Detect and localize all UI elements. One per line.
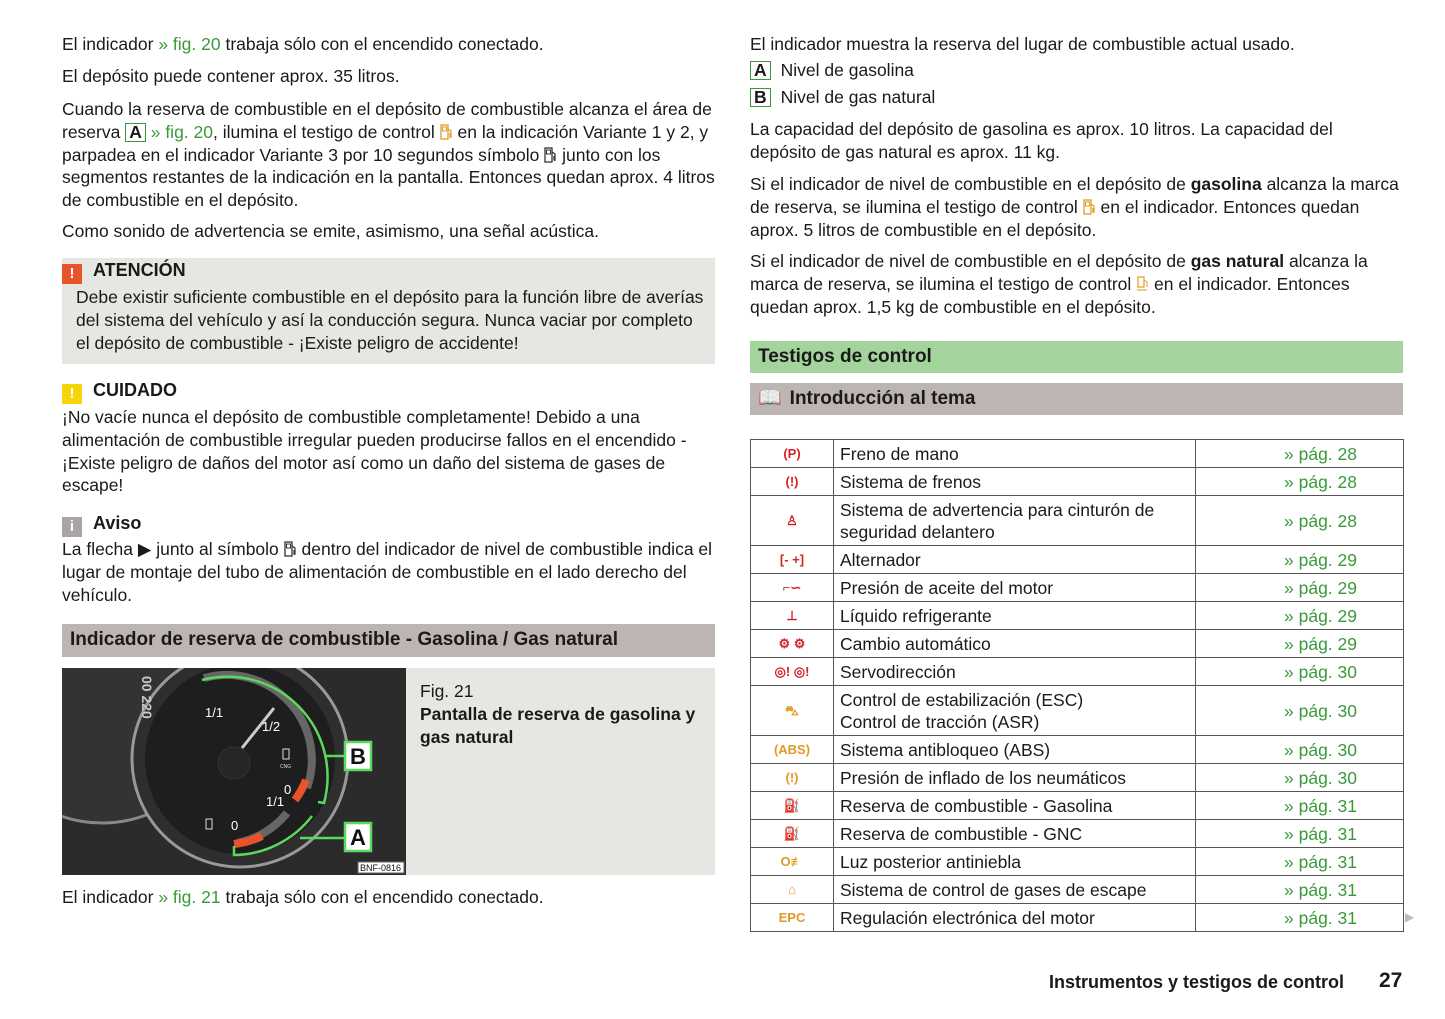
text: El indicador bbox=[62, 34, 159, 54]
warning-light-icon: ⌐∽ bbox=[751, 574, 834, 602]
exclamation-icon: ! bbox=[62, 384, 82, 404]
warning-light-label: Control de estabilización (ESC) Control de tracción (ASR) bbox=[834, 686, 1196, 736]
section-heading: Indicador de reserva de combustible - Gasolina / Gas natural bbox=[62, 624, 715, 657]
warning-light-icon: EPC bbox=[751, 904, 834, 932]
warning-light-label: Líquido refrigerante bbox=[834, 602, 1196, 630]
text: , ilumina el testigo de control bbox=[213, 121, 440, 142]
warning-light-icon: ⛽ bbox=[751, 820, 834, 848]
text: El indicador bbox=[62, 887, 159, 907]
bold-text: gasolina bbox=[1190, 174, 1262, 194]
text: Si el indicador de nivel de combustible en el depósito de bbox=[750, 174, 1191, 194]
warning-light-icon: [- +] bbox=[751, 546, 834, 574]
info-icon: i bbox=[62, 517, 82, 537]
warning-light-label: Luz posterior antiniebla bbox=[834, 848, 1196, 876]
table-row bbox=[751, 764, 1404, 792]
warning-title: CUIDADO bbox=[93, 380, 177, 400]
warning-light-icon: (!) bbox=[751, 468, 834, 496]
legend-text: Nivel de gas natural bbox=[780, 87, 936, 107]
footer-chapter: Instrumentos y testigos de control bbox=[1049, 972, 1345, 992]
figure-code: BNF-0816 bbox=[360, 863, 402, 873]
warning-light-label: Sistema de control de gases de escape bbox=[834, 876, 1196, 904]
callout-b: B bbox=[350, 744, 366, 769]
table-row bbox=[751, 658, 1404, 686]
text: dentro del indicador de nivel de combustible indica el lugar de montaje del tubo de alimentación de combustible en el lado derecho del vehículo. bbox=[62, 539, 713, 605]
tick-label: 1/2 bbox=[262, 719, 281, 734]
warning-text: Debe existir suficiente combustible en el depósito para la función libre de averías del sistema del vehículo y así la conducción segura. Nunca vaciar por completo el depósito de combustible - ¡Existe peligro de accidente! bbox=[76, 287, 704, 353]
fuel-pump-icon bbox=[284, 541, 297, 557]
paragraph bbox=[62, 33, 715, 56]
table-row bbox=[751, 876, 1404, 904]
warning-light-icon: ⊥ bbox=[751, 602, 834, 630]
callout-a: A bbox=[350, 825, 366, 850]
table-row bbox=[751, 496, 1404, 546]
table-row bbox=[751, 820, 1404, 848]
exclamation-icon: ! bbox=[62, 264, 82, 284]
figure-link[interactable]: » fig. 20 bbox=[145, 121, 213, 142]
paragraph: La capacidad del depósito de gasolina es aprox. 10 litros. La capacidad del depósito de gas natural es aprox. 11 kg. bbox=[750, 119, 1333, 162]
text: en el indicador. Entonces quedan aprox. 1,5 kg de combustible en el depósito. bbox=[750, 273, 1350, 317]
text: La flecha ▶ junto al símbolo bbox=[62, 539, 284, 559]
text: en la indicación Variante 1 y 2, y parpadea en el indicador Variante 3 por 10 segundos símbolo bbox=[62, 121, 709, 165]
page-link[interactable]: » pág. 31 bbox=[1196, 792, 1404, 820]
paragraph bbox=[750, 173, 1403, 241]
warning-light-icon: ⚙ ⚙ bbox=[751, 630, 834, 658]
paragraph bbox=[62, 98, 715, 212]
table-row bbox=[751, 792, 1404, 820]
table-row bbox=[751, 630, 1404, 658]
warning-lights-table bbox=[750, 439, 1404, 932]
table-row bbox=[751, 848, 1404, 876]
figure-link[interactable]: » fig. 21 bbox=[158, 887, 221, 907]
paragraph: El depósito puede contener aprox. 35 litros. bbox=[62, 66, 400, 86]
legend-item bbox=[750, 59, 914, 82]
text: alcanza la marca de reserva, se ilumina el testigo de control bbox=[750, 251, 1368, 294]
warning-light-label: Presión de inflado de los neumáticos bbox=[834, 764, 1196, 792]
fuel-pump-icon bbox=[544, 147, 557, 163]
subsection-title: Introducción al tema bbox=[789, 388, 976, 409]
warning-header bbox=[62, 259, 186, 284]
cng-label: CNG bbox=[280, 764, 292, 770]
warning-light-icon: ♙ bbox=[751, 496, 834, 546]
warning-light-icon: ⌂ bbox=[751, 876, 834, 904]
warning-light-label: Freno de mano bbox=[834, 440, 1196, 468]
page-link[interactable]: » pág. 30 bbox=[1196, 686, 1404, 736]
page-link[interactable]: » pág. 29 bbox=[1196, 630, 1404, 658]
legend-key: B bbox=[750, 88, 771, 107]
text: Si el indicador de nivel de combustible en el depósito de bbox=[750, 251, 1191, 271]
warning-light-label: Reserva de combustible - GNC bbox=[834, 820, 1196, 848]
note-header bbox=[62, 512, 141, 537]
text: Cuando la reserva de combustible en el depósito de combustible alcanza el área de reserva bbox=[62, 99, 712, 142]
page-number: 27 bbox=[1379, 969, 1403, 992]
warning-light-label: Sistema de advertencia para cinturón de seguridad delantero bbox=[834, 496, 1196, 546]
fuel-gauge-image bbox=[62, 668, 406, 875]
page-link[interactable]: » pág. 31 bbox=[1196, 904, 1404, 932]
text: alcanza la marca de reserva, se ilumina el testigo de control bbox=[750, 174, 1399, 217]
fuel-pump-icon bbox=[440, 124, 453, 140]
continue-arrow-icon: ▶ bbox=[1405, 910, 1415, 924]
legend-key: A bbox=[750, 61, 771, 80]
warning-light-icon: ⛍ bbox=[751, 686, 834, 736]
page-link[interactable]: » pág. 28 bbox=[1196, 440, 1404, 468]
warning-light-icon: O≢ bbox=[751, 848, 834, 876]
warning-header bbox=[62, 379, 177, 404]
text: trabaja sólo con el encendido conectado. bbox=[220, 34, 544, 54]
warning-light-label: Presión de aceite del motor bbox=[834, 574, 1196, 602]
figure bbox=[62, 668, 715, 875]
page-link[interactable]: » pág. 29 bbox=[1196, 602, 1404, 630]
fuel-pump-icon bbox=[1083, 199, 1096, 215]
table-row bbox=[751, 736, 1404, 764]
tick-label: 0 bbox=[284, 782, 292, 797]
warning-light-icon: ◎! ◎! bbox=[751, 658, 834, 686]
warning-box-atencion bbox=[62, 258, 715, 364]
odometer-text: 00 220 bbox=[139, 676, 155, 719]
figure-caption: Pantalla de reserva de gasolina y gas natural bbox=[420, 704, 696, 747]
tick-label: 1/1 bbox=[266, 794, 285, 809]
warning-light-icon: (!) bbox=[751, 764, 834, 792]
page-link[interactable]: » pág. 30 bbox=[1196, 764, 1404, 792]
table-row bbox=[751, 574, 1404, 602]
text: en el indicador. Entonces quedan aprox. 5 litros de combustible en el depósito. bbox=[750, 196, 1360, 240]
table-row bbox=[751, 546, 1404, 574]
table-row bbox=[751, 602, 1404, 630]
paragraph: El indicador muestra la reserva del lugar de combustible actual usado. bbox=[750, 34, 1295, 54]
page-link[interactable]: » pág. 29 bbox=[1196, 546, 1404, 574]
paragraph bbox=[62, 886, 715, 909]
subsection-heading bbox=[750, 383, 1403, 415]
label-box-a: A bbox=[125, 123, 146, 142]
warning-light-icon: ⛽ bbox=[751, 792, 834, 820]
page-link[interactable]: » pág. 31 bbox=[1196, 848, 1404, 876]
figure-link[interactable]: » fig. 20 bbox=[158, 34, 221, 54]
warning-light-label: Regulación electrónica del motor bbox=[834, 904, 1196, 932]
page-link[interactable]: » pág. 30 bbox=[1196, 658, 1404, 686]
note-title: Aviso bbox=[93, 513, 142, 533]
warning-light-label: Sistema de frenos bbox=[834, 468, 1196, 496]
table-row bbox=[751, 440, 1404, 468]
warning-light-icon: (ABS) bbox=[751, 736, 834, 764]
book-icon: 📖 bbox=[758, 388, 782, 409]
warning-light-label: Reserva de combustible - Gasolina bbox=[834, 792, 1196, 820]
legend-text: Nivel de gasolina bbox=[780, 60, 914, 80]
section-heading: Testigos de control bbox=[750, 341, 1403, 373]
cng-fuel-icon bbox=[1136, 276, 1149, 292]
page-link[interactable]: » pág. 31 bbox=[1196, 820, 1404, 848]
page-link[interactable]: » pág. 31 bbox=[1196, 876, 1404, 904]
warning-light-label: Cambio automático bbox=[834, 630, 1196, 658]
bold-text: gas natural bbox=[1190, 251, 1285, 271]
tick-label: 1/1 bbox=[205, 705, 224, 720]
table-row bbox=[751, 904, 1404, 932]
note-text bbox=[62, 538, 715, 606]
paragraph bbox=[750, 250, 1403, 318]
warning-light-icon: (P) bbox=[751, 440, 834, 468]
text: trabaja sólo con el encendido conectado. bbox=[220, 887, 544, 907]
warning-title: ATENCIÓN bbox=[93, 260, 186, 280]
table-row bbox=[751, 686, 1404, 736]
page-link[interactable]: » pág. 28 bbox=[1196, 496, 1404, 546]
table-row bbox=[751, 468, 1404, 496]
figure-number: Fig. 21 bbox=[420, 681, 474, 701]
page-link[interactable]: » pág. 30 bbox=[1196, 736, 1404, 764]
text: junto con los segmentos restantes de la indicación en la pantalla. Entonces quedan aprox. 4 litros de combustible en el depósito. bbox=[62, 144, 715, 211]
page-link[interactable]: » pág. 29 bbox=[1196, 574, 1404, 602]
warning-text: ¡No vacíe nunca el depósito de combustible completamente! Debido a una alimentación de combustible irregular pueden producirse fallos en el encendido - ¡Existe peligro de daños del motor así como un daño del sistema de gases de escape! bbox=[62, 407, 687, 496]
tick-label: 0 bbox=[231, 818, 239, 833]
warning-light-label: Sistema antibloqueo (ABS) bbox=[834, 736, 1196, 764]
paragraph: Como sonido de advertencia se emite, asimismo, una señal acústica. bbox=[62, 221, 599, 241]
warning-light-label: Servodirección bbox=[834, 658, 1196, 686]
warning-light-label: Alternador bbox=[834, 546, 1196, 574]
legend-item bbox=[750, 86, 935, 109]
page-link[interactable]: » pág. 28 bbox=[1196, 468, 1404, 496]
